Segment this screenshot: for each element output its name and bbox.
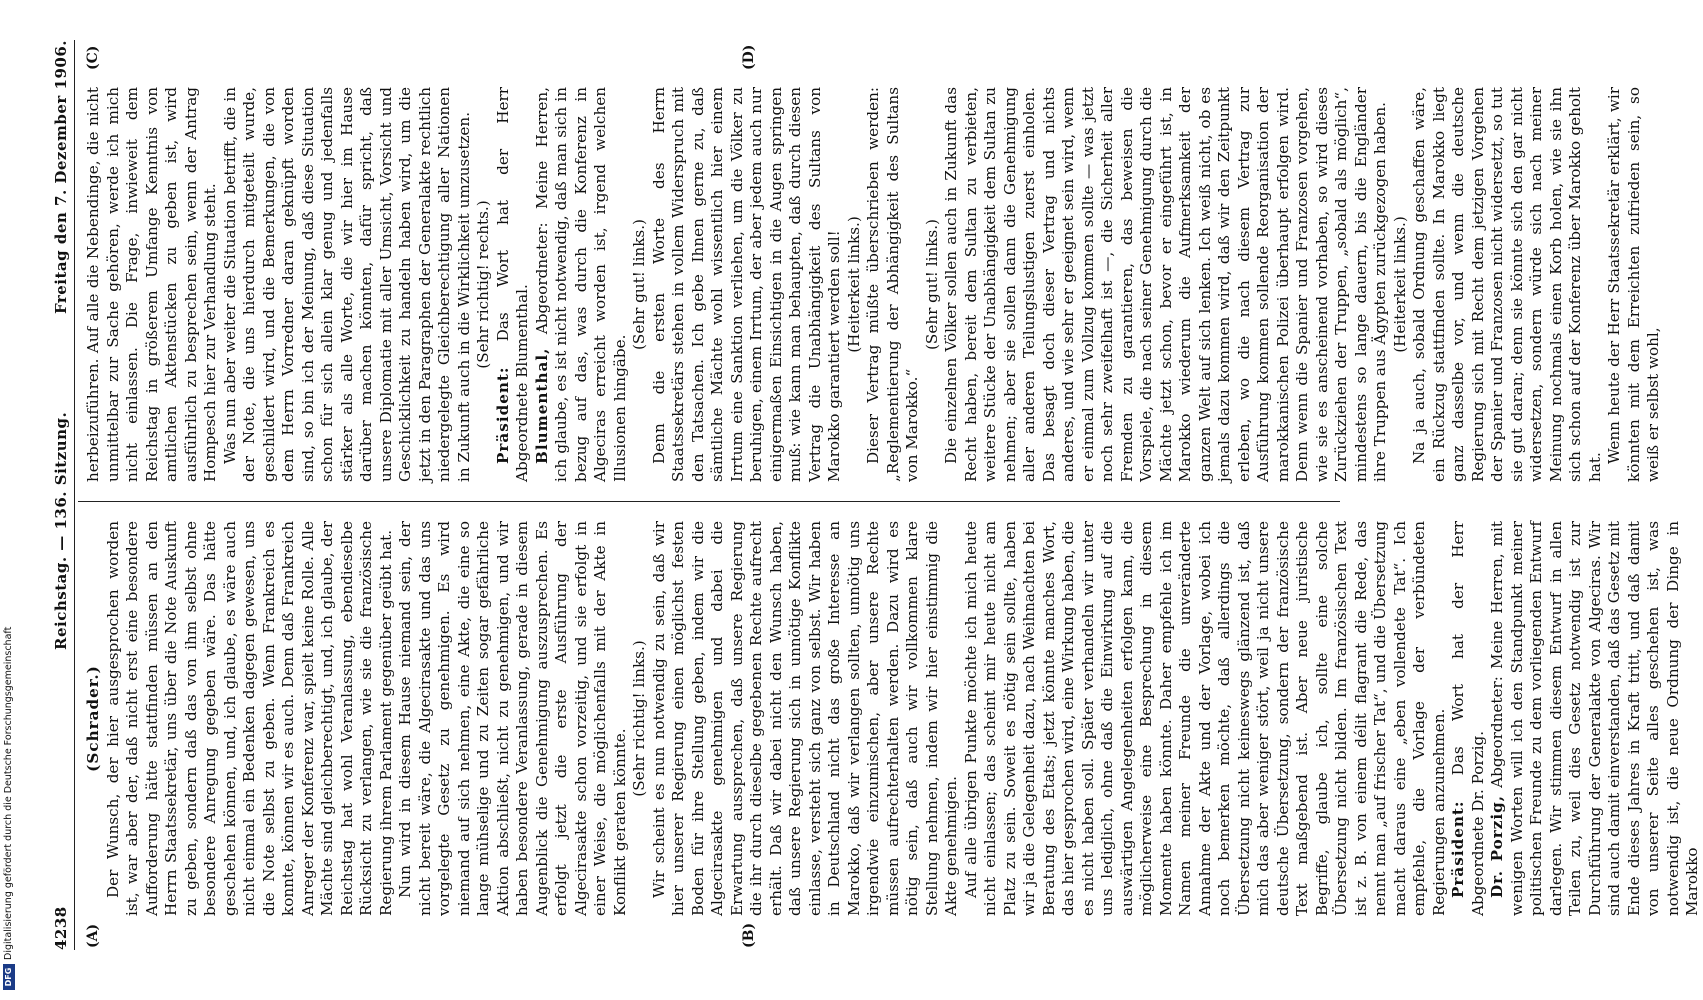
- paragraph: herbeizuführen. Auf alle die Nebendinge, die nicht unmittelbar zur Sache gehören, werde ich mich nicht einlassen. Die Frage, inwieweit dem Reichstag in größerem Umfange Kenntnis von amtlichen Aktenstücken zu geben ist, wird ausführlich zu besprechen sein, wenn der Antrag Hompesch hier zur Verhandlung steht.: [84, 87, 219, 482]
- interjection: (Sehr gut! links.): [922, 219, 941, 350]
- paragraph: Na ja auch, sobald Ordnung geschaffen wäre, ein Rückzug stattfinden sollte. In Marokko liegt ganz dasselbe vor, und wenn die deutsche Regierung sich mit Recht dem jetzigen Vorgehen der Spanier und Franzosen nicht widersetzt, so tut sie gut daran; denn sie könnte sich den gar nicht widersetzen, sondern würde sich nach meiner Meinung nochmals einen Korb holen, wie sie ihn sich schon auf der Konferenz über Marokko geholt hat.: [1410, 87, 1604, 482]
- speaker-name: Präsident:: [1449, 800, 1467, 898]
- margin-marker-d: (D): [741, 44, 757, 70]
- dfg-logo: DFG: [3, 964, 15, 990]
- paragraph: Nun wird in diesem Hause niemand sein, der nicht bereit wäre, die Algecirasakte und das uns vorgelegte Gesetz zu genehmigen. Es wird niemand auf sich nehmen, eine Akte, die eine so lange mühselige und zu Zeiten sogar gefährliche Aktion abschließt, nicht zu genehmigen, und wir haben besondere Veranlassung, gerade in diesem Augenblick die Genehmigung auszusprechen. Es erfolgt jetzt die erste Ausführung der Algecirasakte schon vorzeitig, und sie erfolgt in einer Weise, die möglichenfalls mit der Akte in Konflikt geraten könnte.: [396, 521, 629, 916]
- interjection: (Sehr gut! links.): [630, 219, 648, 350]
- paragraph: Dieser Vertrag müßte überschrieben werden: „Reglementierung der Abhängigkeit des Sultans von Marokko.“: [864, 87, 921, 482]
- page-number: 4238: [52, 906, 70, 950]
- paragraph: Wir scheint es nun notwendig zu sein, daß wir hier unserer Regierung einen möglichst festen Boden für ihre Stellung geben, indem wir die Algecirasakte genehmigen und dabei die Erwartung aussprechen, daß unsere Regierung die ihr durch dieselbe gegebenen Rechte aufrecht erhält. Daß wir dabei nicht den Wunsch haben, daß unsere Regierung sich in unnötige Konflikte einlasse, versteht sich ganz von selbst. Wir haben in Deutschland nicht das große Interesse an Marokko, daß wir verlangen sollten, unnötig uns irgendwie einzumischen, aber unsere Rechte müssen aufrechterhalten werden. Dazu wird es nötig sein, daß auch wir vollkommen klare Stellung nehmen, indem wir hier einstimmig die Akte genehmigen.: [649, 521, 960, 916]
- left-column: [84, 521, 1701, 916]
- column-divider: [78, 501, 1340, 502]
- margin-marker-c: (C): [85, 45, 101, 70]
- interjection: (Heiterkeit links.): [1390, 216, 1409, 353]
- interjection: (Sehr richtig! links.): [630, 640, 648, 797]
- paragraph: Was nun aber weiter die Situation betrifft, die in der Note, die uns hierdurch mitgeteilt wurde, geschildert wird, und die Bemerkungen, die von dem Herrn Vorredner daran geknüpft worden sind, so bin ich der Meinung, daß diese Situation schon für sich allein klar genug und jedenfalls stärker als alle Worte, die wir hier im Hause darüber machen könnten, dafür spricht, daß unsere Diplomatie mit aller Umsicht, Vorsicht und Geschicklichkeit zu handeln haben wird, um die jetzt in den Paragraphen der Generalakte rechtlich niedergelegte Gleichberechtigung aller Nationen in Zukunft auch in die Wirklichkeit umzusetzen.: [220, 87, 473, 482]
- paragraph: Der Wunsch, der hier ausgesprochen worden ist, war aber der, daß nicht erst eine besondere Aufforderung hätte stattfinden müssen an den Herrn Staatssekretär, uns über die Note Auskunft zu geben, sondern daß das von ihm selbst ohne besondere Anregung gegeben wäre. Das hätte geschehen können, und, ich glaube, es wäre auch nicht einmal ein Bedenken dagegen gewesen, uns die Note selbst zu geben. Wenn Frankreich es konnte, können wir es auch. Denn daß Frankreich Anreger der Konferenz war, spielt keine Rolle. Alle Mächte sind gleichberechtigt, und, ich glaube, der Reichstag hat wohl Veranlassung, ebendieselbe Rücksicht zu verlangen, wie sie die französische Regierung ihrem Parlament gegenüber geübt hat.: [103, 521, 395, 916]
- paragraph-text: Das Wort hat der Herr Abgeordnete Blumenthal.: [493, 87, 531, 482]
- paragraph-text: Abgeordneter: Meine Herren, mit wenigen Worten will ich den Standpunkt meiner politischen Freunde zu dem vorliegenden Entwurf darlegen. Wir stimmen diesem Entwurf in allen Teilen zu, weil dies Gesetz notwendig ist zur Durchführung der Generalakte von Algeciras. Wir sind auch damit einverstanden, daß das Gesetz mit Ende dieses Jahres in Kraft tritt, und daß damit von unserer Seite alles geschehen ist, was notwendig ist, die neue Ordnung der Dinge in Marokko: [1488, 521, 1701, 916]
- paragraph-text: Das Wort hat der Herr Abgeordnete Dr. Porzig.: [1449, 521, 1487, 916]
- interjection: (Heiterkeit links.): [844, 216, 863, 353]
- interjection: (Sehr richtig! rechts.): [474, 200, 492, 369]
- header-title: Reichstag. — 136. Sitzung.: [52, 411, 70, 650]
- digitization-credit: [2, 10, 16, 990]
- speaker-name: Blumenthal,: [532, 347, 551, 464]
- credit-text: Digitalisierung gefördert durch die Deutsche Forschungsgemeinschaft: [3, 626, 14, 960]
- speaker-name: (Schrader.): [84, 665, 102, 772]
- paragraph: Wenn heute der Herr Staatssekretär erklärt, wir könnten mit dem Erreichten zufrieden sein, so weiß er selbst wohl,: [1605, 87, 1662, 482]
- speaker-name: Dr. Porzig,: [1488, 794, 1506, 898]
- paragraph: Die einzelnen Völker sollen auch in Zukunft das Recht haben, bereit dem Sultan zu verbieten, weitere Stücke der Unabhängigkeit dem Sultan zu nehmen; aber sie sollen dann die Genehmigung aller anderen Teilungslustigen zuerst einholen. Das besagt doch dieser Vertrag und nichts anderes, und wie sehr er geeignet sein wird, wenn er einmal zum Vollzug kommen sollte — was jetzt noch sehr zweifelhaft ist —, die Sicherheit aller Fremden zu garantieren, das beweisen die Vorspiele, die nach seiner Genehmigung durch die Mächte jetzt schon, bevor er eingeführt ist, in Marokko wiederum die Aufmerksamkeit der ganzen Welt auf sich lenken. Ich weiß nicht, ob es jemals dazu kommen wird, daß wir den Zeitpunkt erleben, wo die nach diesem Vertrag zur Ausführung kommen sollende Reorganisation der marokkanischen Polizei überhaupt erfolgen wird. Denn wenn die Spanier und Franzosen vorgehen, wie sie es anscheinend vorhaben, so wird dieses Zurückziehen der Truppen, „sobald als möglich“, mindestens so lange dauern, bis die Engländer ihre Truppen aus Ägypten zurückgezogen haben.: [942, 87, 1389, 482]
- speech-paragraph: [533, 87, 631, 482]
- right-column: [84, 86, 1662, 482]
- speech-paragraph: [1488, 521, 1703, 916]
- header-date: Freitag den 7. Dezember 1906.: [52, 40, 70, 315]
- paragraph-text: Abgeordneter: Meine Herren, ich glaube, es ist nicht notwendig, daß man sich in bezug auf das, was durch die Konferenz in Algeciras erreicht worden ist, irgend welchen Illusionen hingäbe.: [532, 86, 629, 482]
- speaker-header: [84, 521, 104, 916]
- paragraph: Auf alle übrigen Punkte möchte ich mich heute nicht einlassen; das scheint mir heute nicht am Platz zu sein. Soweit es nötig sein sollte, haben wir ja die Gelegenheit dazu, nach Weihnachten bei Beratung des Etats; jetzt könnte manches Wort, das hier gesprochen wird, eine Wirkung haben, die es nicht haben soll. Später verhandeln wir unter uns lediglich, ohne daß die Einwirkung auf die auswärtigen Angelegenheiten erfolgen kann, die möglicherweise eine Besprechung in diesem Momente haben könnte. Daher empfehle ich im Namen meiner Freunde die unveränderte Annahme der Akte und der Vorlage, wobei ich noch bemerken möchte, daß allerdings die Übersetzung nicht keineswegs glänzend ist, daß mich das aber weniger stört, weil ja nicht unsere deutsche Übersetzung, sondern der französische Text maßgebend ist. Aber neue juristische Begriffe, glaube ich, sollte eine solche Übersetzung nicht bilden. Im französischen Text ist z. B. von einem délit flagrant die Rede, das nennt man „auf frischer Tat“, und die Übersetzung macht daraus eine „eben vollendete Tat“. Ich empfehle, die Vorlage der verbündeten Regierungen anzunehmen.: [961, 521, 1448, 916]
- speech-paragraph: [1449, 521, 1488, 916]
- speaker-name: Präsident:: [493, 366, 512, 464]
- page-header: [50, 40, 75, 950]
- margin-marker-a: (A): [85, 923, 101, 948]
- document-page: [50, 40, 1701, 950]
- margin-marker-b: (B): [741, 922, 757, 948]
- paragraph: Denn die ersten Worte des Herrn Staatssekretärs stehen in vollem Widerspruch mit den Tatsachen. Ich gebe Ihnen gerne zu, daß sämtliche Mächte wohl wissentlich hier einem Irrtum eine Sanktion verliehen, um die Völker zu beruhigen, einem Irrtum, der aber jedem auch nur einigermaßen Einsichtigen in die Augen springen muß: wie kann man behaupten, daß durch diesen Vertrag die Unabhängigkeit des Sultans von Marokko garantiert werden soll!: [649, 87, 843, 482]
- speech-paragraph: [494, 87, 533, 482]
